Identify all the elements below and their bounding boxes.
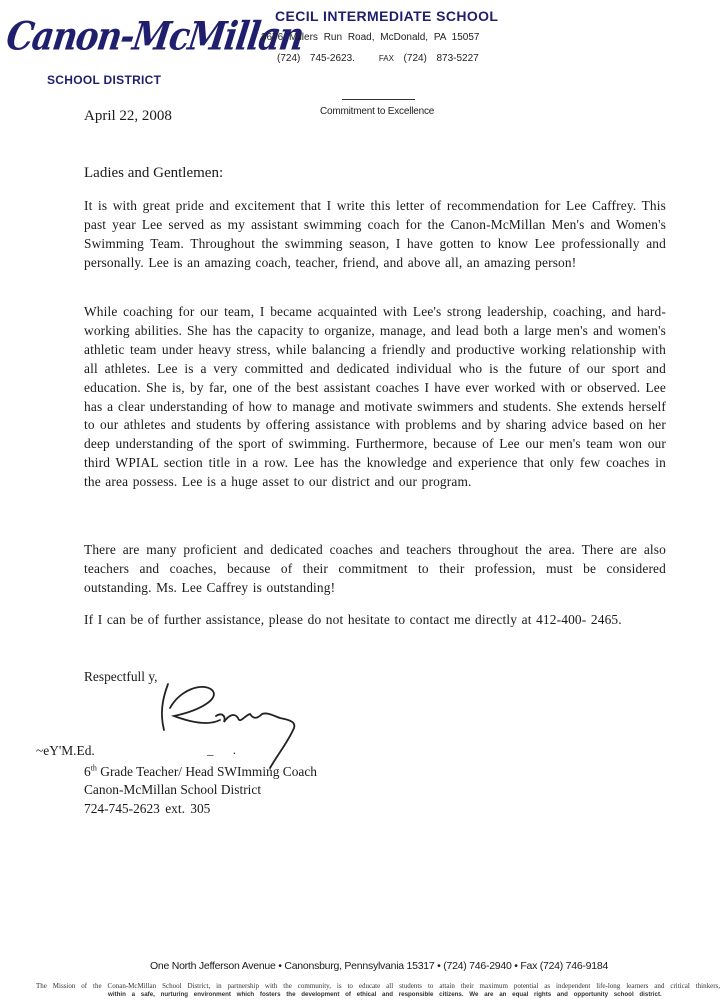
fax-label: FAX: [378, 54, 394, 63]
paragraph-contact: If I can be of further assistance, please do not hesitate to contact me directly at 412-400- 2465.: [84, 612, 622, 627]
school-phone: (724) 745-2623.: [277, 53, 355, 64]
signer-credentials: ~eY'M.Ed.: [36, 743, 95, 758]
title-ordinal: 6: [84, 764, 91, 779]
mission-statement-line-1: The Mission of the Conan-McMillan School District, in partnership with the community, is to educate all students to attain their maximum potential as independent life-long learners and critical thinkers,: [36, 982, 720, 990]
signer-phone: 724-745-2623 ext. 305: [84, 801, 211, 816]
school-contact: [277, 53, 479, 64]
motto-divider: [342, 99, 415, 100]
school-name: CECIL INTERMEDIATE SCHOOL: [275, 8, 499, 24]
signature-mark: _ .: [207, 742, 244, 757]
district-subtitle: SCHOOL DISTRICT: [47, 73, 162, 87]
title-ordinal-suffix: th: [90, 763, 97, 773]
motto: Commitment to Excellence: [320, 106, 435, 117]
paragraph-outstanding: There are many proficient and dedicated coaches and teachers throughout the area. There are also teachers and coaches, because of their commitment to their profession, must be considered outstanding. Ms. Lee Caffrey is outstanding!: [84, 542, 666, 595]
school-address: 3676 Millers Run Road, McDonald, PA 15057: [261, 32, 480, 43]
signer-title: [84, 764, 317, 780]
paragraph-intro: It is with great pride and excitement that I write this letter of recommendation for Lee Caffrey. This past year Lee served as my assistant swimming coach for the Canon-McMillan Men's and Women's Swimming Team. Throughout the swimming season, I have gotten to know Lee professionally and personally. Lee is an amazing coach, teacher, friend, and above all, an amazing person!: [84, 198, 666, 270]
closing: Respectfull y,: [84, 669, 158, 684]
school-fax: (724) 873-5227: [403, 53, 479, 64]
paragraph-qualities: While coaching for our team, I became acquainted with Lee's strong leadership, coaching, and hard-working abilities. She has the capacity to organize, manage, and lead both a large men's and women's athletic team under heavy stress, while balancing a friendly and productive working relationship with all athletes. Lee is a very committed and dedicated individual who is the future of our sport and education. She is, by far, one of the best assistant coaches I have ever worked with or observed. Lee has a clear understanding of how to manage and motivate swimmers and students. She extends herself to our athletes and students by offering assistance with problems and by sharing advice based on her deep understanding of the sport of swimming. Furthermore, because of Lee our men's team won our third WPIAL section title in a row. Lee has the knowledge and experience that only few coaches in the area possess. Lee is a huge asset to our district and our program.: [84, 304, 666, 490]
mission-statement-line-2: within a safe, nurturing environment which fosters the development of ethical and responsible citizens. We are an equal rights and opportunity school district.: [108, 991, 662, 998]
signer-organization: Canon-McMillan School District: [84, 782, 262, 797]
letter-date: April 22, 2008: [84, 108, 172, 124]
footer-address: One North Jefferson Avenue • Canonsburg, Pennsylvania 15317 • (724) 746-2940 • Fax (724) 746-9184: [150, 960, 609, 972]
district-logo: Canon-McMillan: [3, 14, 306, 60]
salutation: Ladies and Gentlemen:: [84, 165, 224, 181]
title-text: Grade Teacher/ Head SWImming Coach: [96, 764, 317, 779]
